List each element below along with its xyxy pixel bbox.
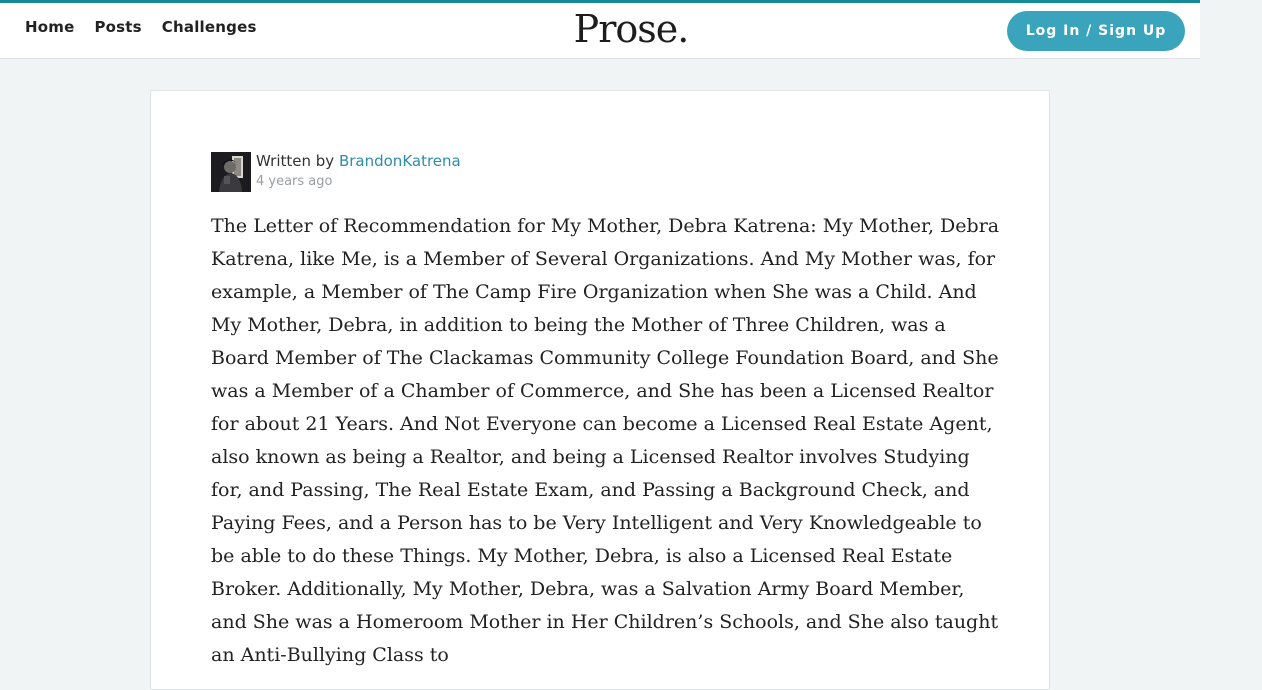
written-by-label: Written by bbox=[256, 152, 335, 170]
post-card bbox=[150, 90, 1050, 690]
site-logo[interactable]: Prose. bbox=[573, 7, 689, 51]
nav-challenges-link[interactable]: Challenges bbox=[161, 18, 257, 36]
author-name-link[interactable]: BrandonKatrena bbox=[338, 152, 461, 170]
post-body-text: The Letter of Recommendation for My Mother, Debra Katrena: My Mother, Debra Katrena, like Me, is a Member of Several Organizations. And My Mother was, for example, a Member of The Camp Fire Organization when She was a Child. And My Mother, Debra, in addition to being the Mother of Three Children, was a Board Member of The Clackamas Community College Foundation Board, and She was a Member of a Chamber of Commerce, and She has been a Licensed Realtor for about 21 Years. And Not Everyone can become a Licensed Real Estate Agent, also known as being a Realtor, and being a Licensed Realtor involves Studying for, and Passing, The Real Estate Exam, and Passing a Background Check, and Paying Fees, and a Person has to be Very Intelligent and Very Knowledgeable to be able to do these Things. My Mother, Debra, is also a Licensed Real Estate Broker. Additionally, My Mother, Debra, was a Salvation Army Board Member, and She was a Homeroom Mother in Her Children’s Schools, and She also taught an Anti-Bullying Class to bbox=[211, 215, 1000, 666]
written-by-line bbox=[256, 152, 461, 170]
nav-posts-link[interactable]: Posts bbox=[94, 18, 142, 36]
avatar-image-icon bbox=[211, 152, 251, 192]
nav-home-link[interactable]: Home bbox=[25, 18, 75, 36]
login-signup-button[interactable]: Log In / Sign Up bbox=[1007, 11, 1185, 51]
site-header bbox=[0, 3, 1200, 59]
post-timestamp: 4 years ago bbox=[256, 174, 333, 189]
author-avatar[interactable] bbox=[211, 152, 251, 192]
